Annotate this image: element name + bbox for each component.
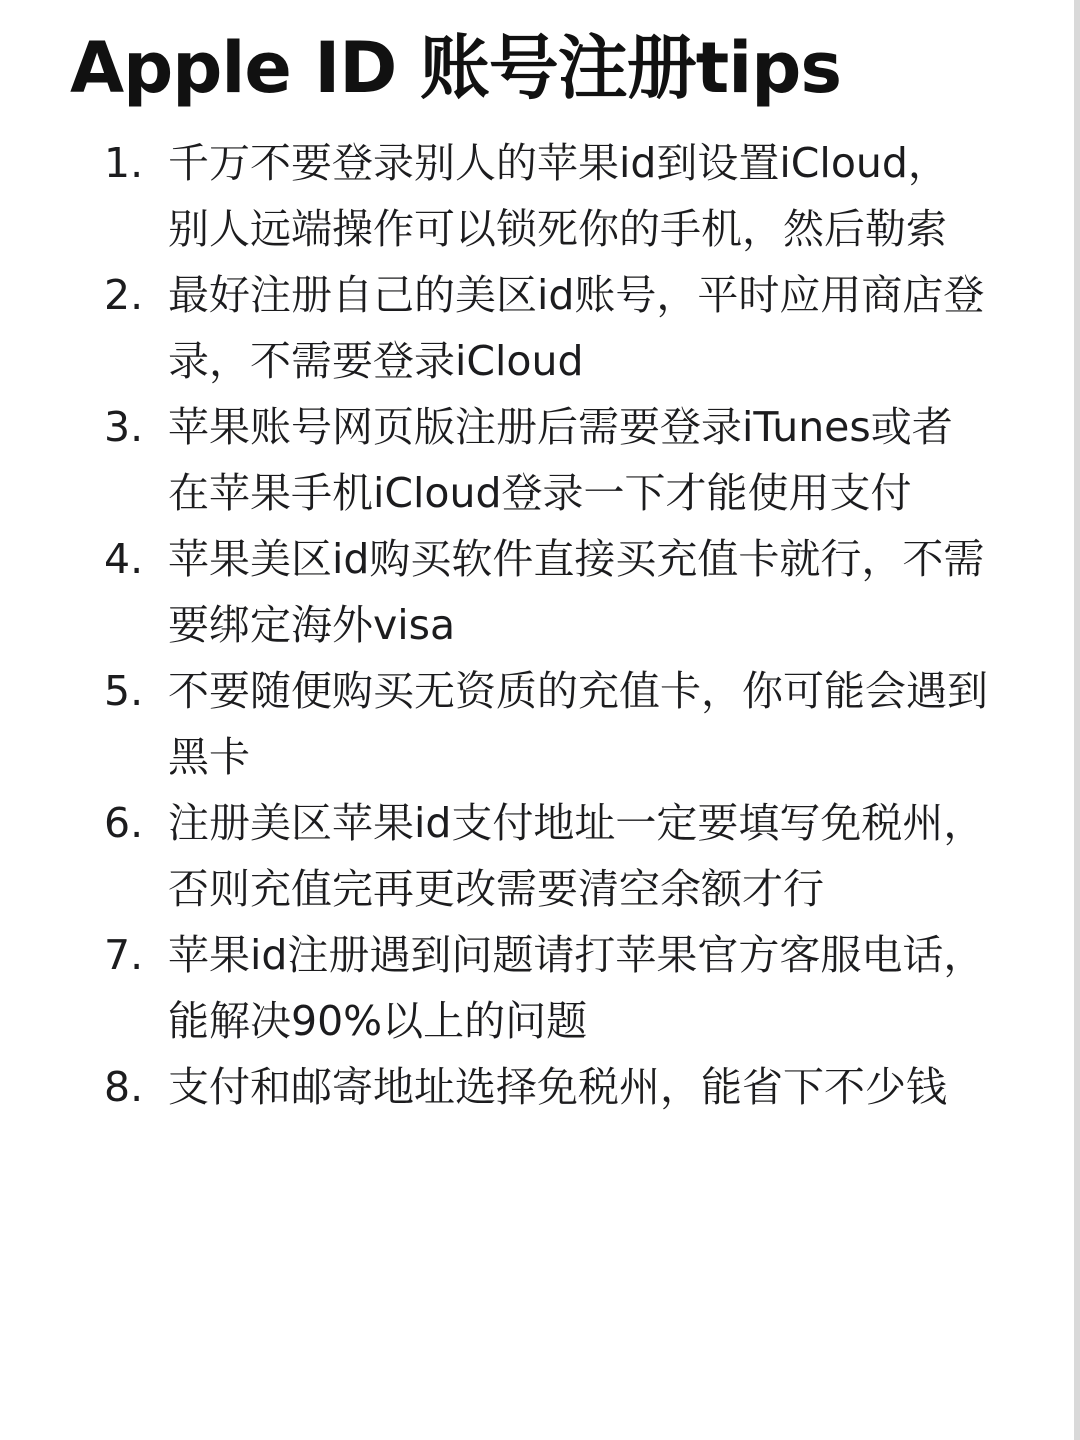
list-item-number: 1. [104, 139, 144, 187]
list-item [0, 262, 988, 394]
tips-list [0, 130, 1080, 1120]
list-item-number: 3. [104, 403, 144, 451]
list-item [0, 526, 988, 658]
list-item [0, 922, 988, 1054]
list-item-text: 苹果id注册遇到问题请打苹果官方客服电话，能解决90%以上的问题 [168, 931, 985, 1045]
list-item-number: 2. [104, 271, 144, 319]
list-item-text: 苹果美区id购买软件直接买充值卡就行，不需要绑定海外visa [168, 535, 985, 649]
list-item-text: 千万不要登录别人的苹果id到设置iCloud，别人远端操作可以锁死你的手机，然后勒索 [168, 139, 949, 253]
list-item-number: 5. [104, 667, 144, 715]
list-item [0, 1054, 988, 1120]
right-edge-divider [1074, 0, 1080, 1440]
list-item-text: 苹果账号网页版注册后需要登录iTunes或者在苹果手机iCloud登录一下才能使用支付 [168, 403, 953, 517]
list-item-text: 注册美区苹果id支付地址一定要填写免税州，否则充值完再更改需要清空余额才行 [168, 799, 985, 913]
list-item-number: 8. [104, 1063, 144, 1111]
list-item-text: 不要随便购买无资质的充值卡，你可能会遇到黑卡 [168, 667, 988, 781]
list-item-text: 最好注册自己的美区id账号，平时应用商店登录，不需要登录iCloud [168, 271, 985, 385]
list-item-number: 6. [104, 799, 144, 847]
list-item-text: 支付和邮寄地址选择免税州，能省下不少钱 [168, 1063, 947, 1111]
list-item [0, 394, 988, 526]
list-item-number: 4. [104, 535, 144, 583]
list-item [0, 658, 988, 790]
list-item-number: 7. [104, 931, 144, 979]
page-title: Apple ID 账号注册tips [70, 27, 841, 109]
list-item [0, 790, 988, 922]
list-item [0, 130, 988, 262]
